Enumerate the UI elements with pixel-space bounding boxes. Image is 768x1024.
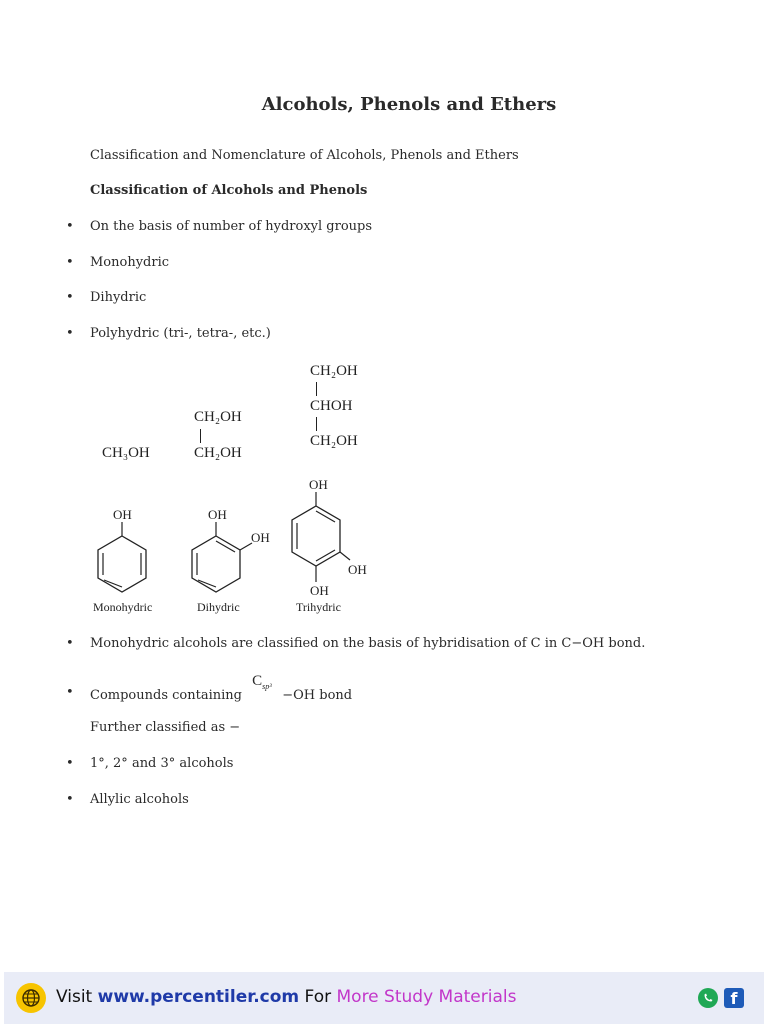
bullet-icon: • bbox=[66, 756, 74, 771]
footer-text bbox=[56, 987, 516, 1007]
trihydric-oh-bottom-label: OH bbox=[310, 583, 329, 598]
list-item: 1°, 2° and 3° alcohols bbox=[90, 756, 234, 771]
sp3-subscript: sp³ bbox=[262, 682, 272, 691]
bond-line bbox=[200, 429, 201, 443]
dihydric-label: Dihydric bbox=[197, 600, 240, 614]
list-item: Monohydric alcohols are classified on the basis of hybridisation of C in C−OH bond. bbox=[90, 636, 646, 651]
glycerol-mid-formula: CHOH bbox=[310, 398, 353, 414]
intro-text: Classification and Nomenclature of Alcohols, Phenols and Ethers bbox=[90, 148, 519, 163]
methanol-formula: CH₃OH bbox=[102, 445, 150, 461]
bullet-icon: • bbox=[66, 326, 74, 341]
benzene-ring-dihydric bbox=[184, 522, 256, 594]
catechol-oh-side-label: OH bbox=[251, 530, 270, 545]
compounds-prefix: Compounds containing bbox=[90, 688, 242, 703]
list-item: Dihydric bbox=[90, 290, 147, 305]
bullet-icon: • bbox=[66, 636, 74, 651]
bond-line bbox=[316, 382, 317, 396]
glycol-bottom-formula: CH₂OH bbox=[194, 445, 242, 461]
bullet-icon: • bbox=[66, 685, 74, 700]
glycol-top-formula: CH₂OH bbox=[194, 409, 242, 425]
footer-visit: Visit bbox=[56, 987, 93, 1007]
list-item: Allylic alcohols bbox=[90, 792, 189, 807]
globe-icon bbox=[16, 983, 46, 1013]
glycerol-bottom-formula: CH₂OH bbox=[310, 433, 358, 449]
compounds-suffix: −OH bond bbox=[282, 688, 353, 703]
trihydric-oh-right-label: OH bbox=[348, 562, 367, 577]
bond-line bbox=[316, 417, 317, 431]
further-text: Further classified as − bbox=[90, 720, 241, 735]
list-item: On the basis of number of hydroxyl groups bbox=[90, 219, 373, 234]
list-item: Monohydric bbox=[90, 255, 170, 270]
bullet-icon: • bbox=[66, 219, 74, 234]
csp3-symbol bbox=[248, 673, 278, 699]
catechol-oh-top-label: OH bbox=[208, 507, 227, 522]
bullet-icon: • bbox=[66, 290, 74, 305]
list-item-compounds bbox=[90, 673, 353, 703]
benzene-ring-monohydric bbox=[90, 522, 154, 594]
footer-for: For bbox=[304, 987, 332, 1007]
page-title: Alcohols, Phenols and Ethers bbox=[261, 94, 557, 115]
whatsapp-icon[interactable] bbox=[698, 988, 718, 1008]
benzene-ring-trihydric bbox=[284, 492, 356, 584]
phenol-oh-label: OH bbox=[113, 507, 132, 522]
list-item: Polyhydric (tri-, tetra-, etc.) bbox=[90, 326, 271, 341]
footer-website-link[interactable]: www.percentiler.com bbox=[97, 987, 300, 1007]
bullet-icon: • bbox=[66, 255, 74, 270]
trihydric-oh-top-label: OH bbox=[309, 477, 328, 492]
trihydric-label: Trihydric bbox=[296, 600, 341, 614]
monohydric-label: Monohydric bbox=[93, 600, 153, 614]
section-heading: Classification of Alcohols and Phenols bbox=[90, 183, 368, 198]
bullet-icon: • bbox=[66, 792, 74, 807]
carbon-symbol: C bbox=[252, 673, 263, 689]
facebook-icon[interactable]: f bbox=[724, 988, 744, 1008]
glycerol-top-formula: CH₂OH bbox=[310, 363, 358, 379]
footer-more-materials: More Study Materials bbox=[336, 987, 517, 1007]
footer-banner bbox=[4, 972, 764, 1024]
